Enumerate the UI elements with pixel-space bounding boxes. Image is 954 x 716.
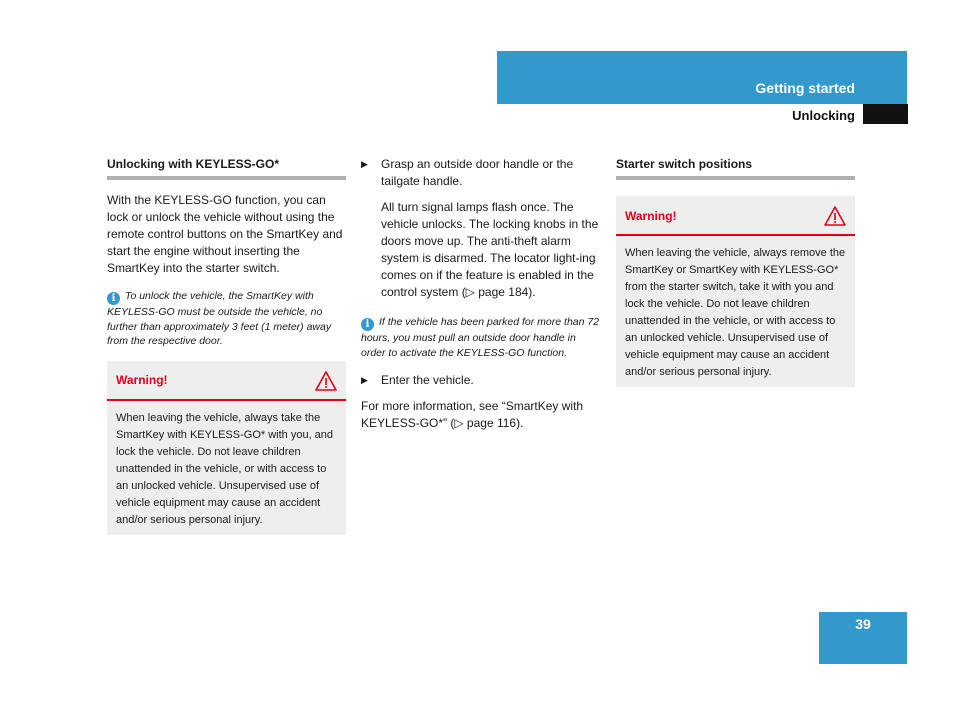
warning-box xyxy=(616,196,855,387)
info-note xyxy=(107,289,346,349)
page-number: 39 xyxy=(855,616,871,632)
step-grasp-handle xyxy=(361,156,600,190)
info-note-text: If the vehicle has been parked for more than 72 hours, you must pull an outside door handle in order to activate the KEYLESS-GO function. xyxy=(361,316,600,359)
info-icon: i xyxy=(361,318,374,331)
info-icon: i xyxy=(107,292,120,305)
triangle-bullet-icon: ▶ xyxy=(361,159,368,169)
header-bar xyxy=(497,51,907,104)
warning-text: When leaving the vehicle, always remove the SmartKey or SmartKey with KEYLESS-GO* from the starter switch, take it with you and lock the vehicle. Do not leave children unattended in the vehicle, or with access to an unlocked vehicle. Unsupervised use of vehicle equipment may cause an accident and/or serious personal injury. xyxy=(625,247,846,378)
warning-title: Warning! xyxy=(625,208,677,223)
step-text: Grasp an outside door handle or the tailgate handle. xyxy=(381,157,574,188)
info-note xyxy=(361,315,600,360)
section-title: Getting started xyxy=(755,80,855,96)
triangle-bullet-icon: ▶ xyxy=(361,375,368,385)
step-detail: All turn signal lamps flash once. The vehicle unlocks. The locking knobs in the doors move up. The anti-theft alarm system is disarmed. The locator light-ing comes on if the feature is enabled in the control system (▷ page 184). xyxy=(381,200,599,299)
step-text: Enter the vehicle. xyxy=(381,373,474,387)
warning-text: When leaving the vehicle, always take the SmartKey with KEYLESS-GO* with you, and lock the vehicle. Do not leave children unattended in the vehicle, or with access to an unlocked vehicle. Unsupervised use of vehicle equipment may cause an accident and/or serious personal injury. xyxy=(116,411,334,526)
keyless-go-heading: Unlocking with KEYLESS-GO* xyxy=(107,156,346,180)
warning-triangle-icon xyxy=(824,206,846,226)
page-number-box xyxy=(819,612,907,664)
middle-column xyxy=(361,156,600,441)
subsection-title: Unlocking xyxy=(792,108,855,123)
starter-switch-heading: Starter switch positions xyxy=(616,156,855,180)
left-column xyxy=(107,156,346,535)
warning-header xyxy=(616,196,855,236)
more-info-paragraph: For more information, see “SmartKey with KEYLESS-GO*” (▷ page 116). xyxy=(361,399,584,430)
warning-title: Warning! xyxy=(116,373,168,387)
info-note-text: To unlock the vehicle, the SmartKey with KEYLESS-GO must be outside the vehicle, no further than approximately 3 feet (1 meter) away from the respective door. xyxy=(107,290,332,347)
right-column xyxy=(616,156,855,387)
section-tab-marker xyxy=(863,104,908,124)
warning-triangle-icon xyxy=(315,371,337,391)
step-enter-vehicle xyxy=(361,372,600,389)
warning-header xyxy=(107,361,346,401)
keyless-go-paragraph: With the KEYLESS-GO function, you can lock or unlock the vehicle without using the remote control buttons on the SmartKey and start the engine without inserting the SmartKey into the starter switch. xyxy=(107,193,343,275)
warning-box xyxy=(107,361,346,535)
